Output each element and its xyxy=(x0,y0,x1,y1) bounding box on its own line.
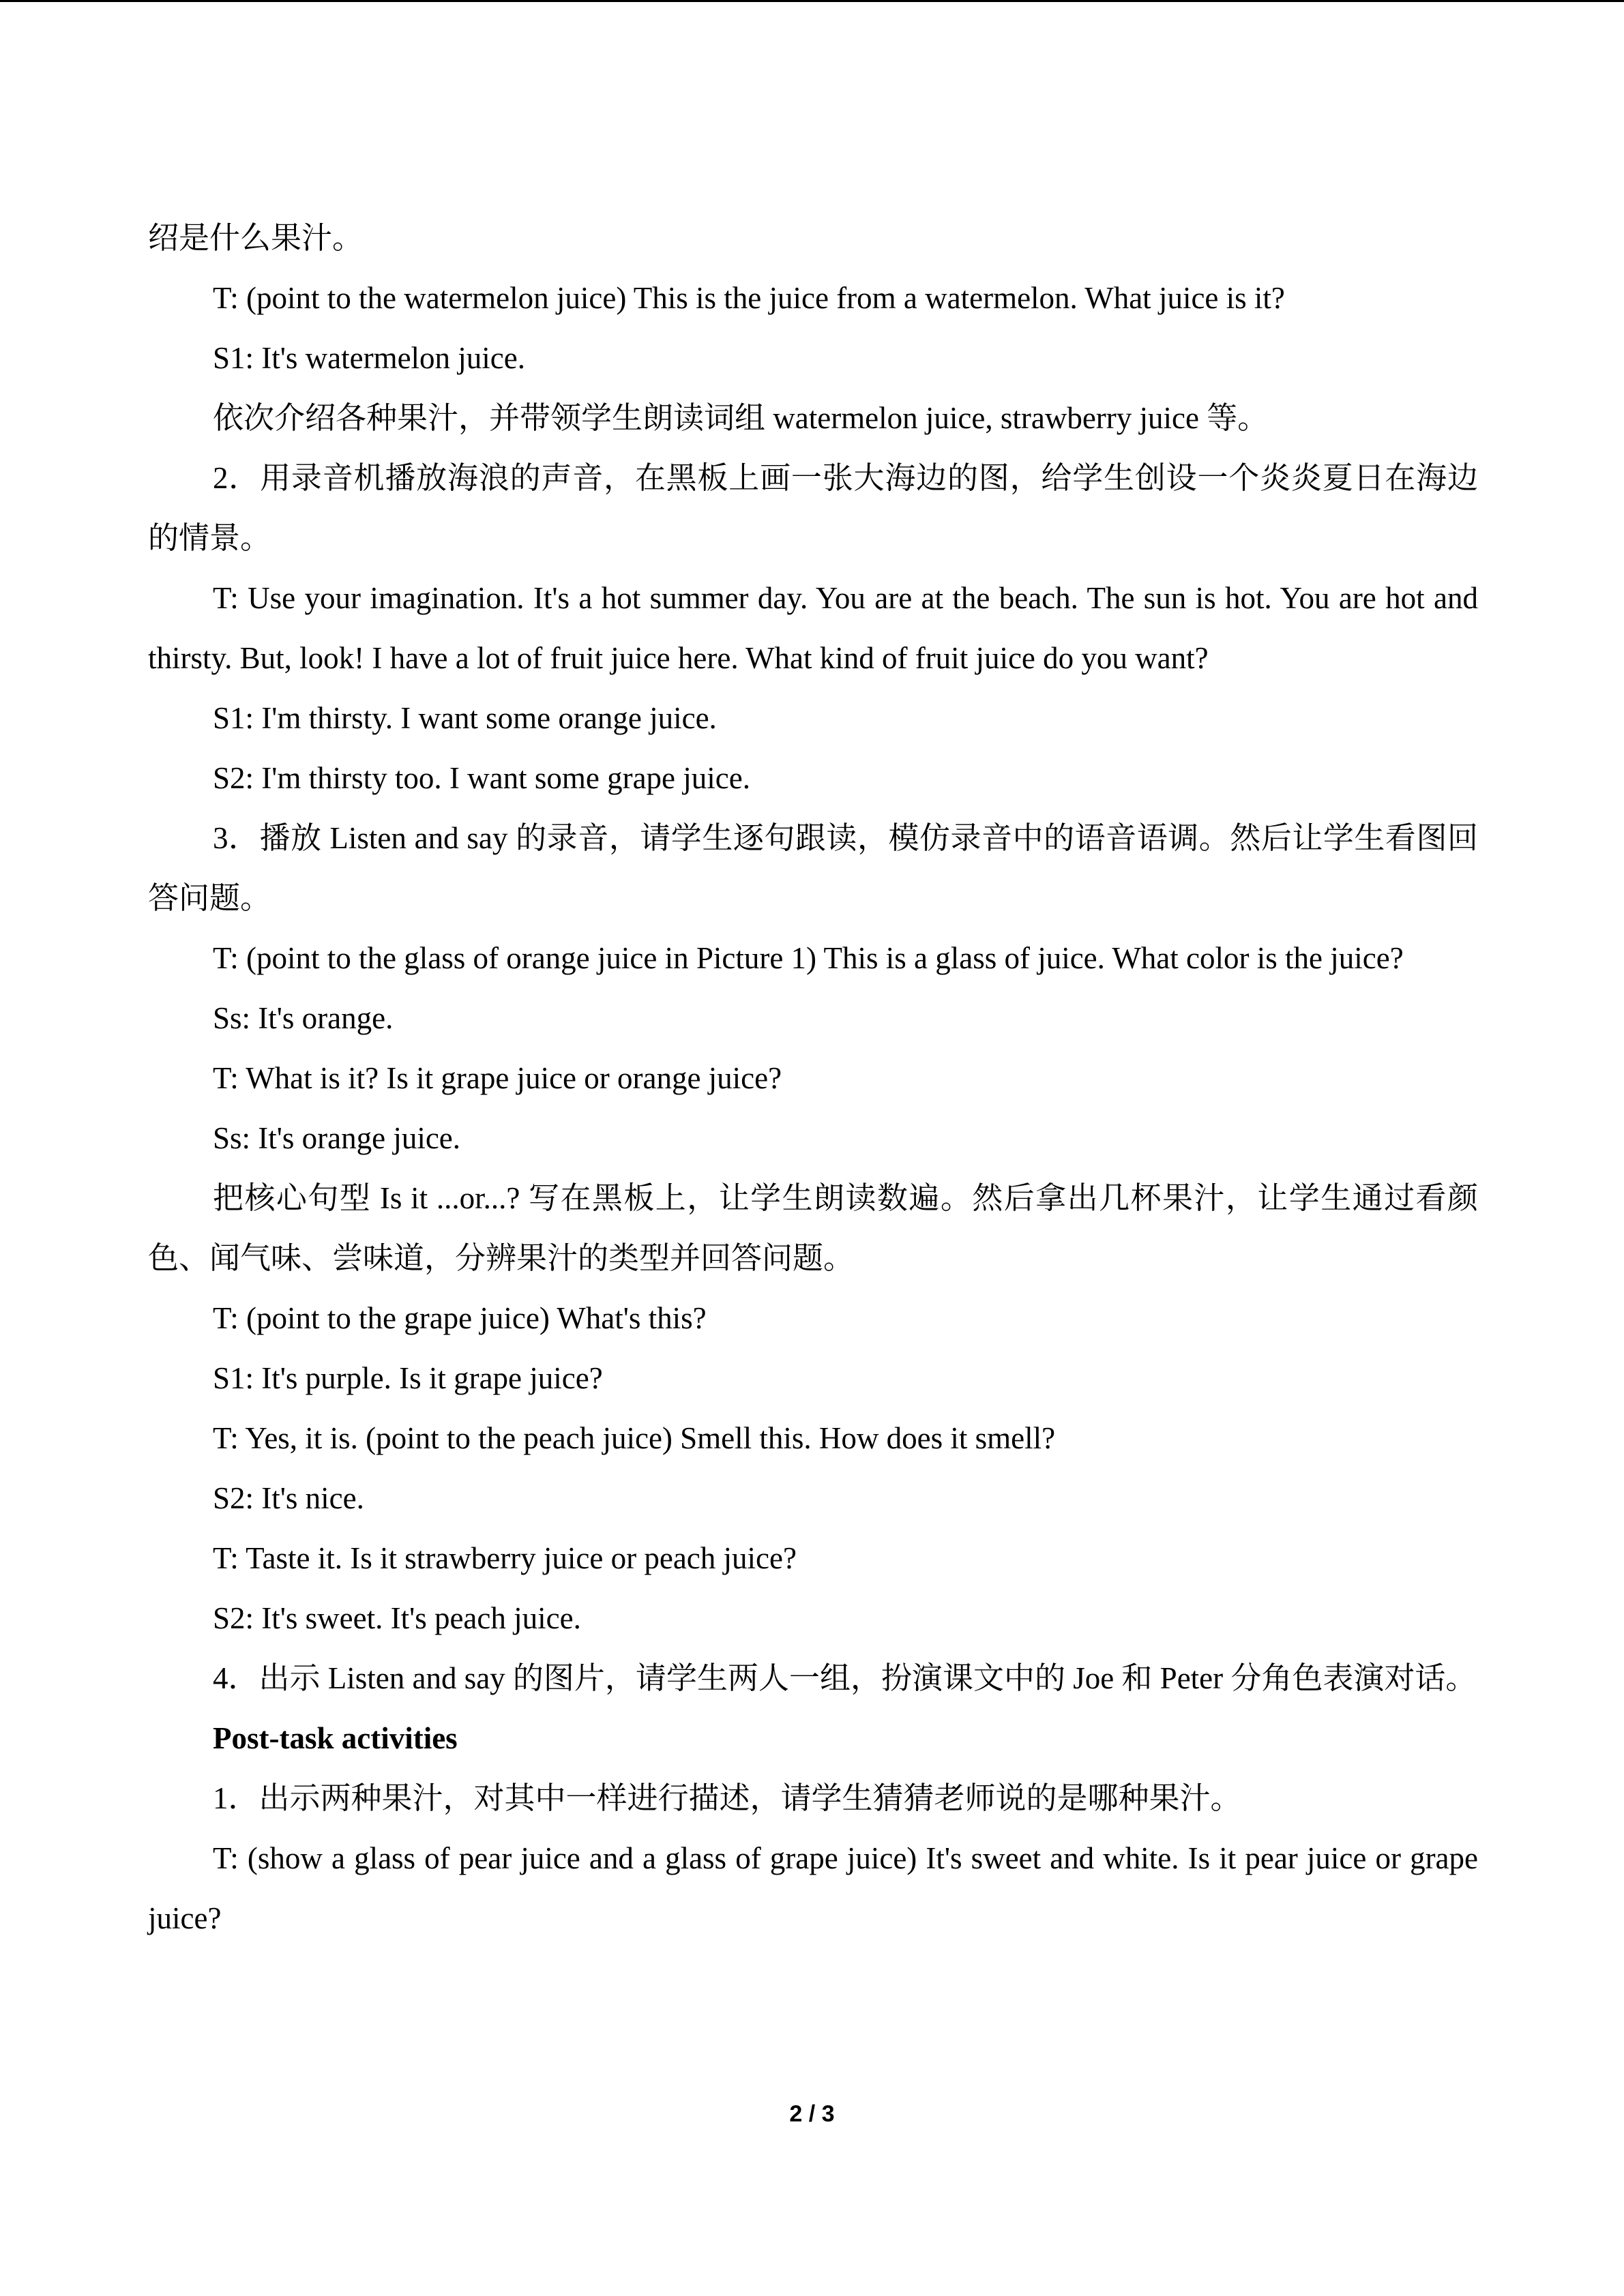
paragraph: T: Yes, it is. (point to the peach juice) Smell this. How does it smell? xyxy=(213,1421,1056,1455)
paragraph: T: (show a glass of pear juice and a glass of grape juice) It's sweet and white. Is it pear juice or grape juice? xyxy=(148,1841,1478,1935)
section-heading: Post-task activities xyxy=(213,1721,458,1755)
document-body xyxy=(148,208,1478,1948)
page-number: 2 / 3 xyxy=(789,2101,835,2127)
paragraph: 绍是什么果汁。 xyxy=(148,221,364,255)
paragraph: Ss: It's orange. xyxy=(213,1001,394,1035)
paragraph: S2: I'm thirsty too. I want some grape juice. xyxy=(213,761,750,795)
paragraph: S2: It's nice. xyxy=(213,1481,364,1515)
paragraph: T: Taste it. Is it strawberry juice or peach juice? xyxy=(213,1541,797,1575)
paragraph: 1．出示两种果汁，对其中一样进行描述，请学生猜猜老师说的是哪种果汁。 xyxy=(213,1781,1241,1815)
paragraph: T: (point to the grape juice) What's this? xyxy=(213,1301,707,1335)
paragraph: 依次介绍各种果汁，并带领学生朗读词组 watermelon juice, strawberry juice 等。 xyxy=(213,401,1269,435)
paragraph: T: What is it? Is it grape juice or orange juice? xyxy=(213,1061,782,1095)
paragraph: 把核心句型 Is it ...or...? 写在黑板上，让学生朗读数遍。然后拿出几杯果汁，让学生通过看颜色、闻气味、尝味道，分辨果汁的类型并回答问题。 xyxy=(148,1181,1478,1275)
paragraph: T: (point to the watermelon juice) This is the juice from a watermelon. What juice is it? xyxy=(213,281,1285,315)
paragraph: S1: It's purple. Is it grape juice? xyxy=(213,1361,603,1395)
paragraph: T: Use your imagination. It's a hot summer day. You are at the beach. The sun is hot. You are hot and thirsty. But, look! I have a lot of fruit juice here. What kind of fruit juice do you want? xyxy=(148,581,1478,675)
paragraph: Ss: It's orange juice. xyxy=(213,1121,461,1155)
paragraph: S1: It's watermelon juice. xyxy=(213,341,525,375)
paragraph: S1: I'm thirsty. I want some orange juice. xyxy=(213,701,717,735)
paragraph: 2．用录音机播放海浪的声音，在黑板上画一张大海边的图，给学生创设一个炎炎夏日在海边的情景。 xyxy=(148,461,1478,555)
paragraph: T: (point to the glass of orange juice in Picture 1) This is a glass of juice. What color is the juice? xyxy=(213,941,1404,975)
top-border-line xyxy=(0,0,1624,2)
paragraph: 4．出示 Listen and say 的图片，请学生两人一组，扮演课文中的 Joe 和 Peter 分角色表演对话。 xyxy=(213,1661,1477,1695)
paragraph: S2: It's sweet. It's peach juice. xyxy=(213,1601,581,1635)
paragraph: 3．播放 Listen and say 的录音，请学生逐句跟读，模仿录音中的语音语调。然后让学生看图回答问题。 xyxy=(148,821,1478,915)
